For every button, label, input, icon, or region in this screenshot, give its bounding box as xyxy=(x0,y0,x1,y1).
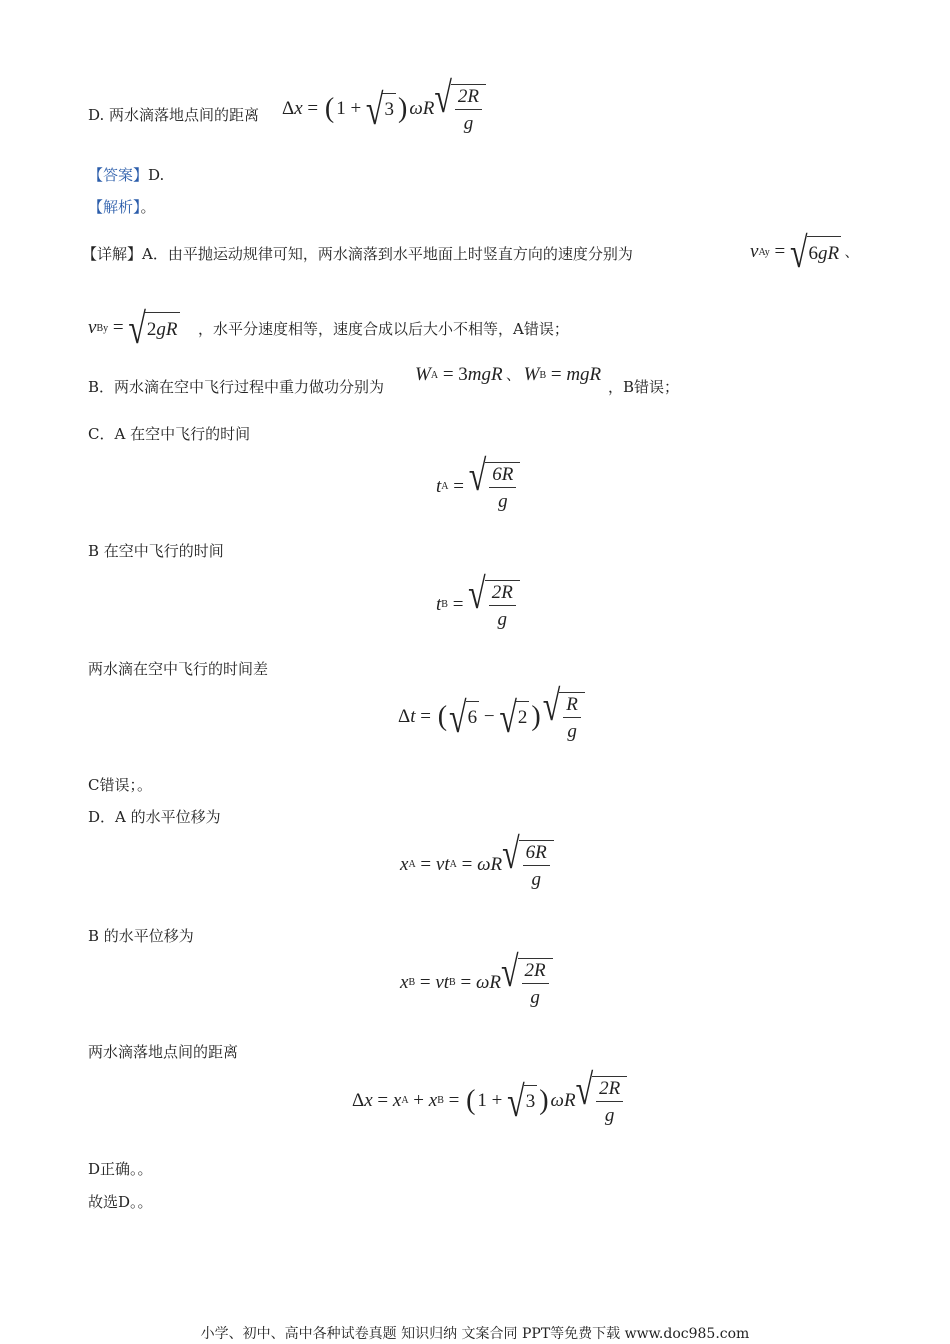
detail-c3-text: 两水滴在空中飞行的时间差 xyxy=(88,660,269,678)
formula-vby: v By = √ 2 gR xyxy=(88,303,178,353)
detail-b-text: B．两水滴在空中飞行过程中重力做功分别为 xyxy=(88,378,385,396)
answer-tag: 【答案】 xyxy=(88,166,149,184)
footer-text: 小学、初中、高中各种试卷真题 知识归纳 文案合同 PPT等免费下载 www.doc985.com xyxy=(200,1326,750,1342)
detail-d4-text: D正确。。 xyxy=(88,1160,153,1178)
formula-vay: v Ay = √ 6 gR 、 xyxy=(750,227,859,277)
detail-d3-text: 两水滴落地点间的距离 xyxy=(88,1043,239,1061)
formula-tb: t B = √ $\frac{2R}{g}$ xyxy=(436,580,520,629)
detail-a2-text: ，水平分速度相等，速度合成以后大小不相等，A错误； xyxy=(198,320,569,338)
formula-option-d: Δ x = ( 1 + √ 3 ) ωR √ $\frac{2R}{g}$ xyxy=(282,84,486,133)
option-d xyxy=(88,104,259,126)
option-d-text: 两水滴落地点间的距离 xyxy=(109,106,260,124)
answer-text: D. xyxy=(148,166,165,184)
detail-b2-text: ，B错误； xyxy=(608,378,680,396)
detail-d2-text: B 的水平位移为 xyxy=(88,927,194,945)
formula-work: W A = 3mgR 、 W B = mgR xyxy=(415,364,602,385)
formula-xb: x B = vt B = ωR √ $\frac{2R}{g}$ xyxy=(400,958,553,1007)
detail-c-text: C．A 在空中飞行的时间 xyxy=(88,425,251,443)
option-d-label: D. xyxy=(88,106,105,124)
formula-ta: t A = √ $\frac{6R}{g}$ xyxy=(436,462,520,511)
detail-tag: 【详解】 xyxy=(82,245,143,263)
detail-a-text: A．由平抛运动规律可知，两水滴落到水平地面上时竖直方向的速度分别为 xyxy=(142,245,633,263)
formula-dt: Δt = ( √ 6 − √ 2 ) √ $\frac{R}{g}$ xyxy=(398,692,585,741)
formula-xa: x A = vt A = ωR √ $\frac{6R}{g}$ xyxy=(400,840,554,889)
answer-line xyxy=(88,164,164,186)
analysis-tag: 【解析】 xyxy=(88,198,141,216)
detail-d-text: D．A 的水平位移为 xyxy=(88,808,221,826)
formula-dx: Δx = x A + x B = ( 1 + √ 3 ) ωR √ $\frac{2R}{g}$ xyxy=(352,1076,627,1125)
detail-c2-text: B 在空中飞行的时间 xyxy=(88,542,224,560)
conclusion-text: 故选D。。 xyxy=(88,1193,153,1211)
detail-c4-text: C错误；。 xyxy=(88,776,152,794)
analysis-text: 。 xyxy=(140,198,156,216)
detail-line-a xyxy=(82,243,633,265)
analysis-line xyxy=(88,196,156,218)
